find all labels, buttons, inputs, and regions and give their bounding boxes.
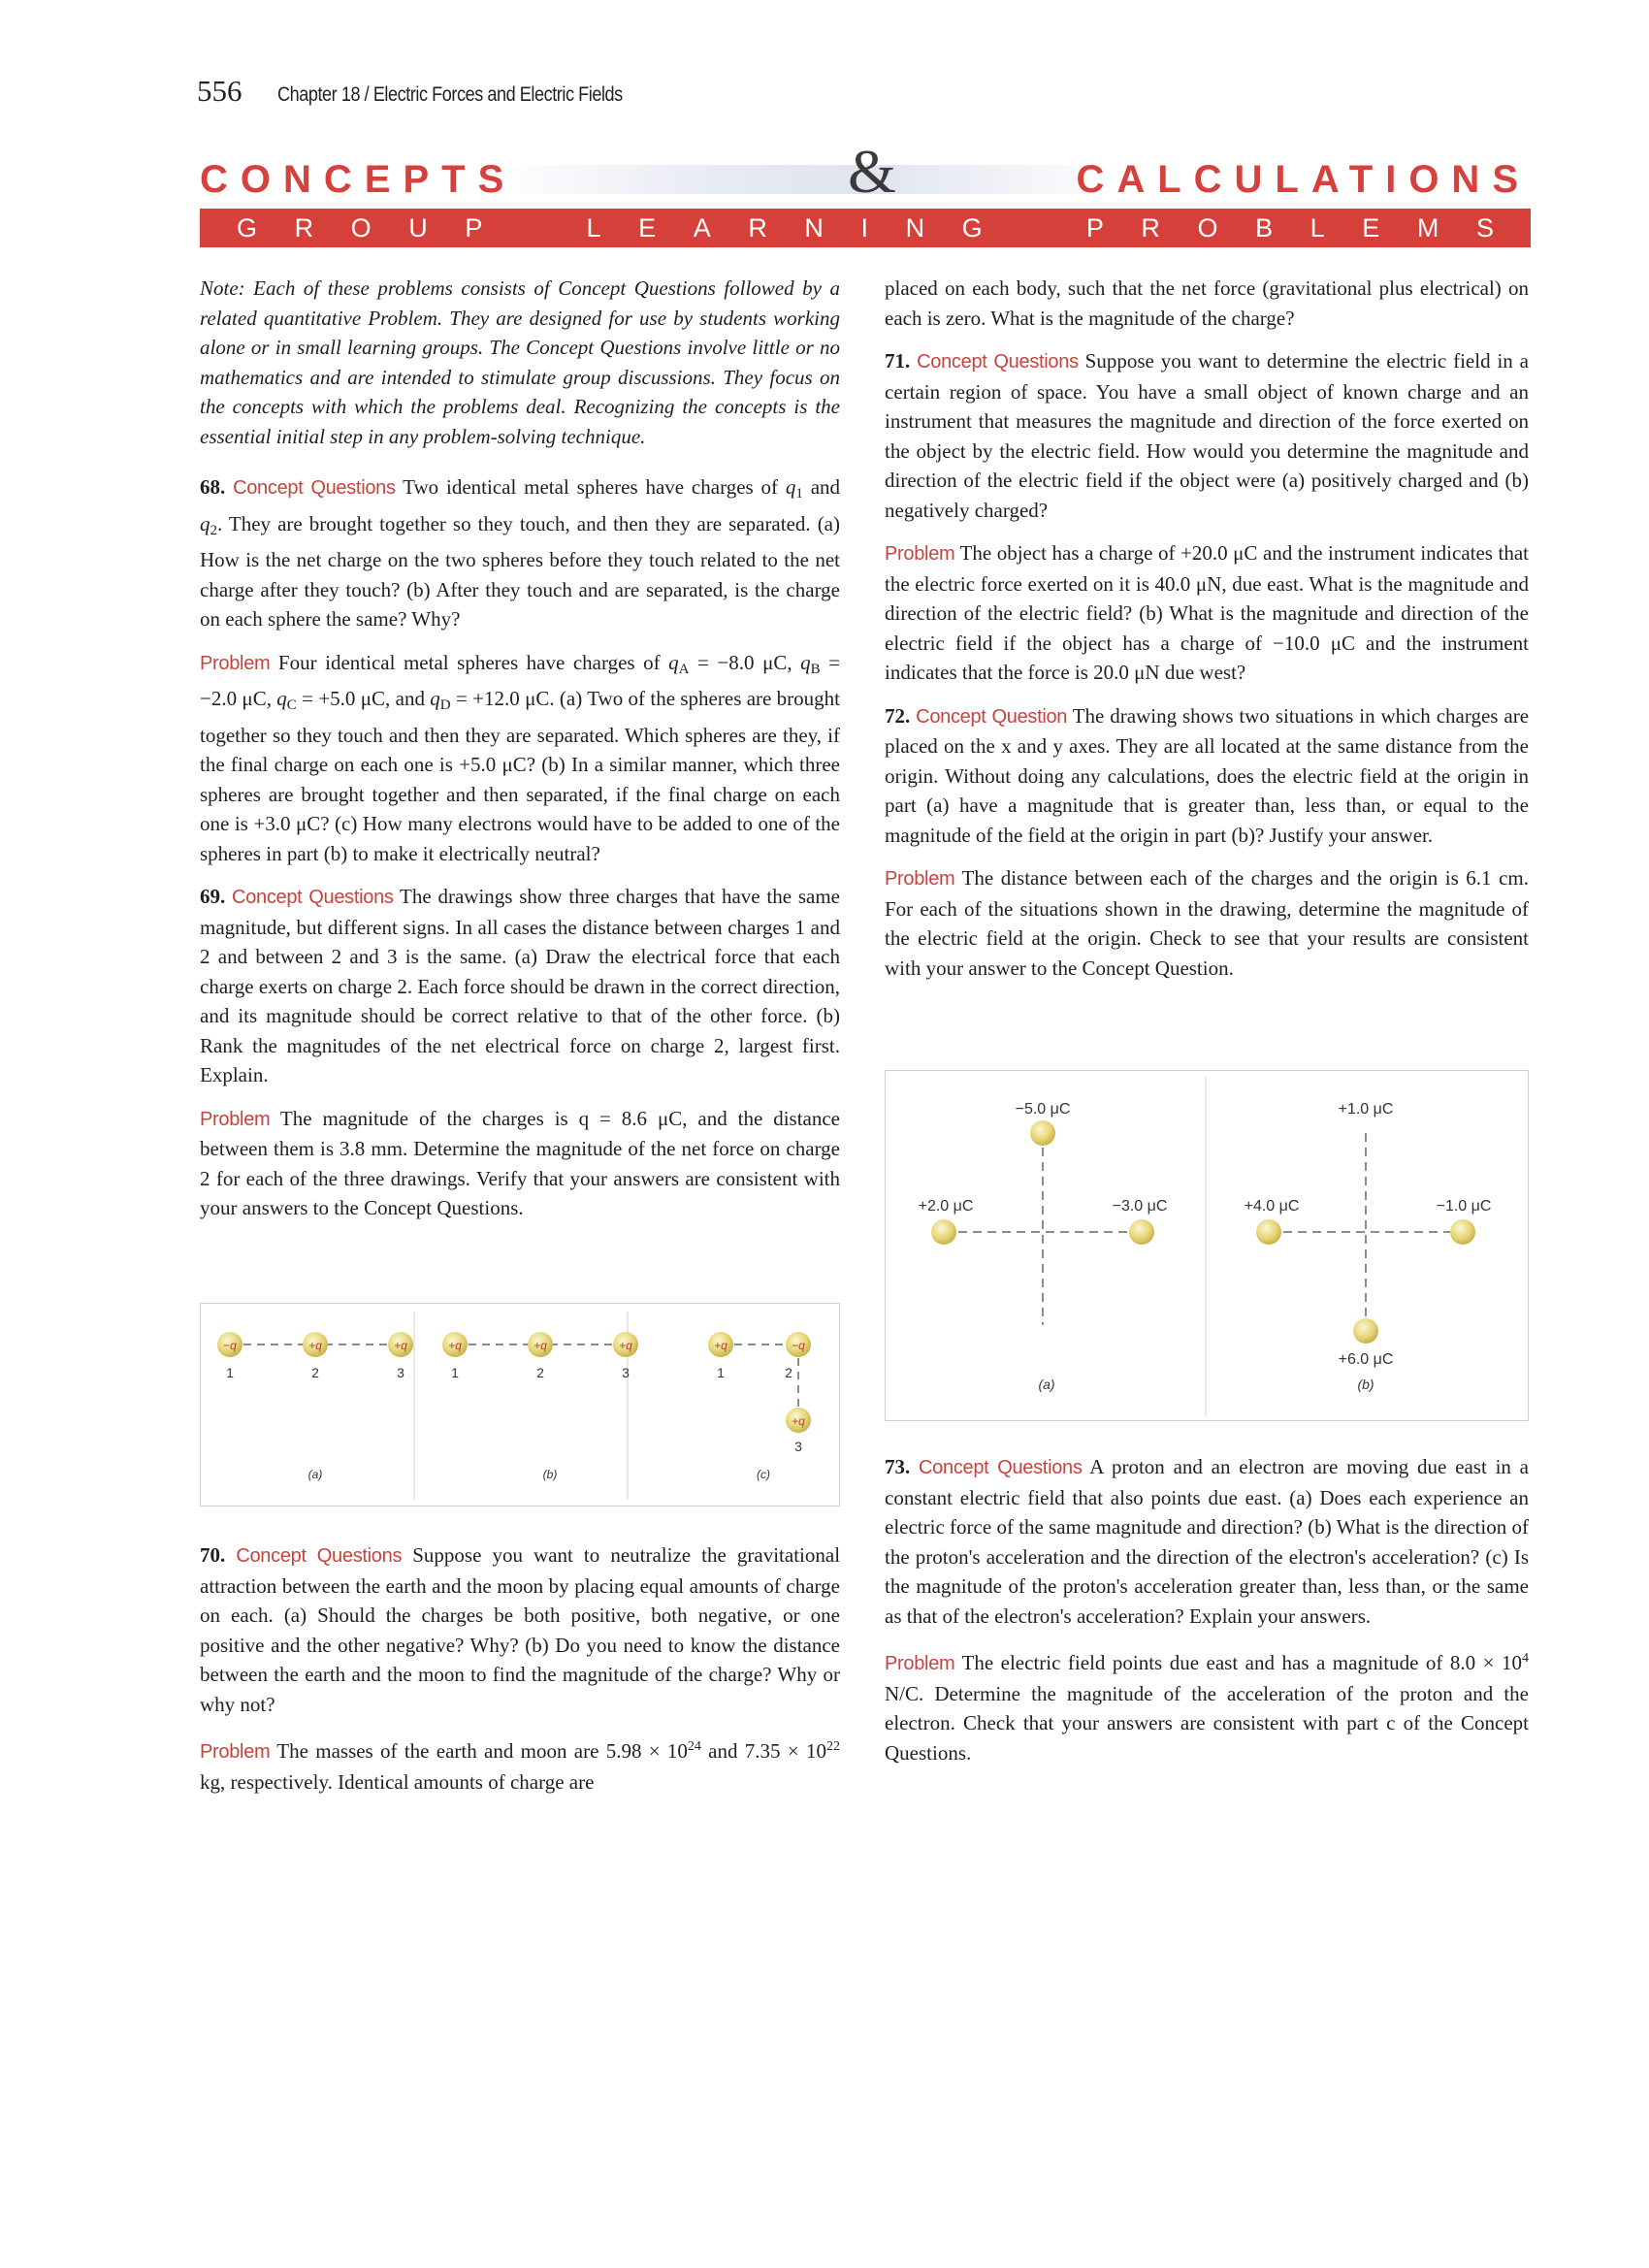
problem-label: Problem: [885, 1653, 955, 1674]
bar-letter: L: [1310, 212, 1325, 243]
right-column: [885, 274, 1529, 996]
problem-number: 69.: [200, 885, 226, 908]
group-learning-problems-bar: [200, 209, 1531, 247]
figure-caption: (a): [1038, 1377, 1055, 1392]
problem-73-concept: 73. Concept Questions A proton and an electron are moving due east in a constant electric field that also points due east. (a) Does each experience an electric force of the same magnitude and direction? (b) What is the direction of the proton's acceleration and the direction of the electron's acceleration? (c) Is the magnitude of the proton's acceleration greater than, less than, or the same as that of the electron's acceleration? Explain your answers.: [885, 1455, 1530, 1628]
figure-69: [200, 1303, 840, 1507]
banner-calculations: CALCULATIONS: [1076, 158, 1531, 201]
charge-label: +4.0 μC: [1244, 1198, 1300, 1215]
charge-label: +q: [619, 1339, 632, 1352]
bar-letter: A: [693, 212, 711, 243]
problem-70-problem: Problem The masses of the earth and moon are $5.98 \times 10^{24}$ and $7.35 \times 10^{22}$ kg, respectively. Identical amounts of charge are: [200, 1739, 840, 1794]
right-column-lower: [885, 1452, 1529, 1781]
svg-text:3: 3: [622, 1365, 630, 1380]
left-column: [200, 274, 840, 1237]
charge-top: [1030, 1120, 1055, 1146]
section-banner: [200, 137, 1531, 206]
charge-label: +q: [448, 1339, 462, 1352]
svg-text:3: 3: [397, 1365, 404, 1380]
problem-number: 73.: [885, 1455, 911, 1478]
concept-questions-label: Concept Questions: [236, 1545, 403, 1567]
charge-label: −3.0 μC: [1112, 1198, 1168, 1215]
bar-letter: P: [1085, 212, 1104, 243]
svg-text:3: 3: [794, 1439, 802, 1454]
charge-label: +6.0 μC: [1338, 1351, 1394, 1368]
charge-label: +2.0 μC: [918, 1198, 974, 1215]
problem-number: 68.: [200, 475, 226, 499]
bar-letter: P: [465, 212, 483, 243]
charge-label: +q: [394, 1339, 407, 1352]
problem-number: 72.: [885, 703, 911, 728]
bar-letter: E: [1362, 212, 1380, 243]
svg-text:2: 2: [536, 1365, 544, 1380]
problem-73-problem: Problem The electric field points due east and has a magnitude of $8.0 \times 10^4$ N/C. Determine the magnitude of the acceleration of the proton and the electron. Check that your answers are consistent with part c of the Concept Questions.: [885, 1651, 1530, 1765]
bar-letter: S: [1475, 212, 1494, 243]
bar-letter: O: [1197, 212, 1218, 243]
problem-71-concept: 71. Concept Questions Suppose you want to determine the electric field in a certain region of space. You have a small object of known charge and an instrument that measures the magnitude and direction of the force exerted on the object by the electric field. How would you determine the magnitude and direction of the electric field if the object were (a) positively charged and (b) negatively charged?: [885, 349, 1530, 522]
svg-text:1: 1: [451, 1365, 459, 1380]
note-paragraph: Note: Each of these problems consists of Concept Questions followed by a related quantitative Problem. They are designed for use by students working alone or in small learning groups. The Concept Questions involve little or no mathematics and are intended to stimulate group discussions. They focus on the concepts with which the problems deal. Recognizing the concepts is the essential initial step in any problem-solving technique.: [200, 276, 840, 448]
bar-letter: I: [860, 212, 868, 243]
svg-text:2: 2: [785, 1365, 792, 1380]
problem-label: Problem: [200, 652, 271, 674]
charge-right: [1450, 1219, 1475, 1245]
figure-72a: [919, 1101, 1168, 1392]
charge-right: [1129, 1219, 1154, 1245]
bar-letter: R: [1141, 212, 1160, 243]
banner-gradient: [491, 165, 1123, 194]
problem-68-concept: 68. Concept Questions Two identical metal spheres have charges of $q_1$ and $q_2$. They are brought together so they touch, and then they are separated. (a) How is the net charge on the two spheres before they touch related to the net charge after they touch? (b) After they touch and are separated, is the charge on each sphere the same? Why?: [200, 475, 841, 631]
charge-label: +q: [792, 1414, 805, 1428]
bar-letter: E: [638, 212, 657, 243]
concept-questions-label: Concept Questions: [917, 351, 1079, 373]
bar-letter: G: [237, 212, 258, 243]
charge-label: +1.0 μC: [1338, 1101, 1394, 1118]
problem-69-concept: 69. Concept Questions The drawings show three charges that have the same magnitude, but different signs. In all cases the distance between charges 1 and 2 and between 2 and 3 is the same. (a) Draw the electrical force that each charge exerts on charge 2. Each force should be drawn in the correct direction, and its magnitude should be correct relative to that of the other force. (b) Rank the magnitudes of the net electrical force on charge 2, largest first. Explain.: [200, 885, 840, 1086]
figure-69b: [442, 1332, 638, 1481]
figure-caption: (a): [307, 1468, 323, 1481]
figure-69c: [708, 1332, 811, 1481]
charge-label: +q: [714, 1339, 728, 1352]
charge-label: +q: [534, 1339, 547, 1352]
svg-text:1: 1: [717, 1365, 725, 1380]
bar-letter: G: [961, 212, 983, 243]
concept-questions-label: Concept Questions: [232, 887, 394, 908]
problem-68-problem: Problem Four identical metal spheres have charges of $q_A = -8.0$ μC, $q_B = -2.0$ μC, $q_C = +5.0$ μC, and $q_D = +12.0$ μC. (a) Two of the spheres are brought together so they touch and then they are separated. Which spheres are they, if the final charge on each one is +5.0 μC? (b) In a similar manner, which three spheres are brought together and then separated, if the final charge on each one is +3.0 μC? (c) How many electrons would have to be added to one of the spheres in part (b) to make it electrically neutral?: [200, 650, 841, 865]
figure-72b: [1245, 1101, 1492, 1392]
bar-letter: U: [408, 212, 428, 243]
problem-label: Problem: [200, 1741, 271, 1763]
charge-left: [931, 1219, 956, 1245]
banner-concepts: CONCEPTS: [200, 158, 517, 201]
bar-letter: M: [1416, 212, 1439, 243]
banner-ampersand: &: [848, 137, 896, 206]
problem-72-problem: Problem The distance between each of the charges and the origin is 6.1 cm. For each of the situations shown in the drawing, determine the magnitude of the electric field at the origin. Check to see that your results are consistent with your answer to the Concept Question.: [885, 866, 1529, 980]
problem-number: 70.: [200, 1543, 226, 1567]
figure-72: [885, 1070, 1529, 1421]
bar-letter: R: [294, 212, 314, 243]
svg-text:2: 2: [311, 1365, 319, 1380]
problem-label: Problem: [885, 868, 955, 890]
page-header: [197, 74, 678, 113]
charge-label: −5.0 μC: [1015, 1101, 1071, 1118]
problem-70-continuation: placed on each body, such that the net force (gravitational plus electrical) on each is zero. What is the magnitude of the charge?: [885, 276, 1529, 330]
concept-question-label: Concept Question: [916, 705, 1068, 728]
left-column-lower: [200, 1540, 840, 1810]
problem-label: Problem: [200, 1108, 271, 1130]
svg-text:1: 1: [226, 1365, 234, 1380]
problem-70-concept: 70. Concept Questions Suppose you want to neutralize the gravitational attraction between the earth and the moon by placing equal amounts of charge on each. (a) Should the charges be both positive, both negative, or one positive and the other negative? Why? (b) Do you need to know the distance between the earth and the moon to find the magnitude of the charge? Why or why not?: [200, 1543, 841, 1716]
problem-number: 71.: [885, 349, 911, 373]
charge-label: +q: [308, 1339, 322, 1352]
bar-letter: O: [350, 212, 372, 243]
figure-69a: [217, 1332, 413, 1481]
bar-letter: L: [586, 212, 601, 243]
figure-caption: (b): [542, 1468, 558, 1481]
bar-letter: R: [748, 212, 767, 243]
page-number: 556: [197, 74, 242, 108]
concept-questions-label: Concept Questions: [919, 1457, 1083, 1478]
figure-caption: (b): [1357, 1377, 1374, 1392]
problem-69-problem: Problem The magnitude of the charges is q = 8.6 μC, and the distance between them is 3.8 mm. Determine the magnitude of the net force on charge 2 for each of the three drawings. Verify that your answers are consistent with your answers to the Concept Questions.: [200, 1106, 840, 1219]
charge-left: [1256, 1219, 1281, 1245]
bar-letter: B: [1255, 212, 1274, 243]
problem-label: Problem: [885, 543, 955, 565]
charge-label: −1.0 μC: [1436, 1198, 1492, 1215]
charge-label: −q: [223, 1339, 237, 1352]
concept-questions-label: Concept Questions: [233, 477, 396, 499]
charge-label: −q: [792, 1339, 805, 1352]
bar-letter: N: [804, 212, 824, 243]
chapter-title: Chapter 18 / Electric Forces and Electric Fields: [276, 83, 623, 106]
problem-71-problem: Problem The object has a charge of +20.0 μC and the instrument indicates that the electric force exerted on it is 40.0 μN, due east. What is the magnitude and direction of the electric field? (b) What is the magnitude and direction of the electric field if the object has a charge of −10.0 μC and the instrument indicates that the force is 20.0 μN due west?: [885, 541, 1529, 684]
charge-bottom: [1353, 1318, 1378, 1344]
figure-caption: (c): [757, 1468, 770, 1481]
problem-72-concept: 72. Concept Question The drawing shows two situations in which charges are placed on the x and y axes. They are all located at the same distance from the origin. Without doing any calculations, does the electric field at the origin in part (a) have a magnitude that is greater than, less than, or equal to the magnitude of the field at the origin in part (b)? Justify your answer.: [885, 703, 1530, 847]
bar-letter: N: [905, 212, 925, 243]
